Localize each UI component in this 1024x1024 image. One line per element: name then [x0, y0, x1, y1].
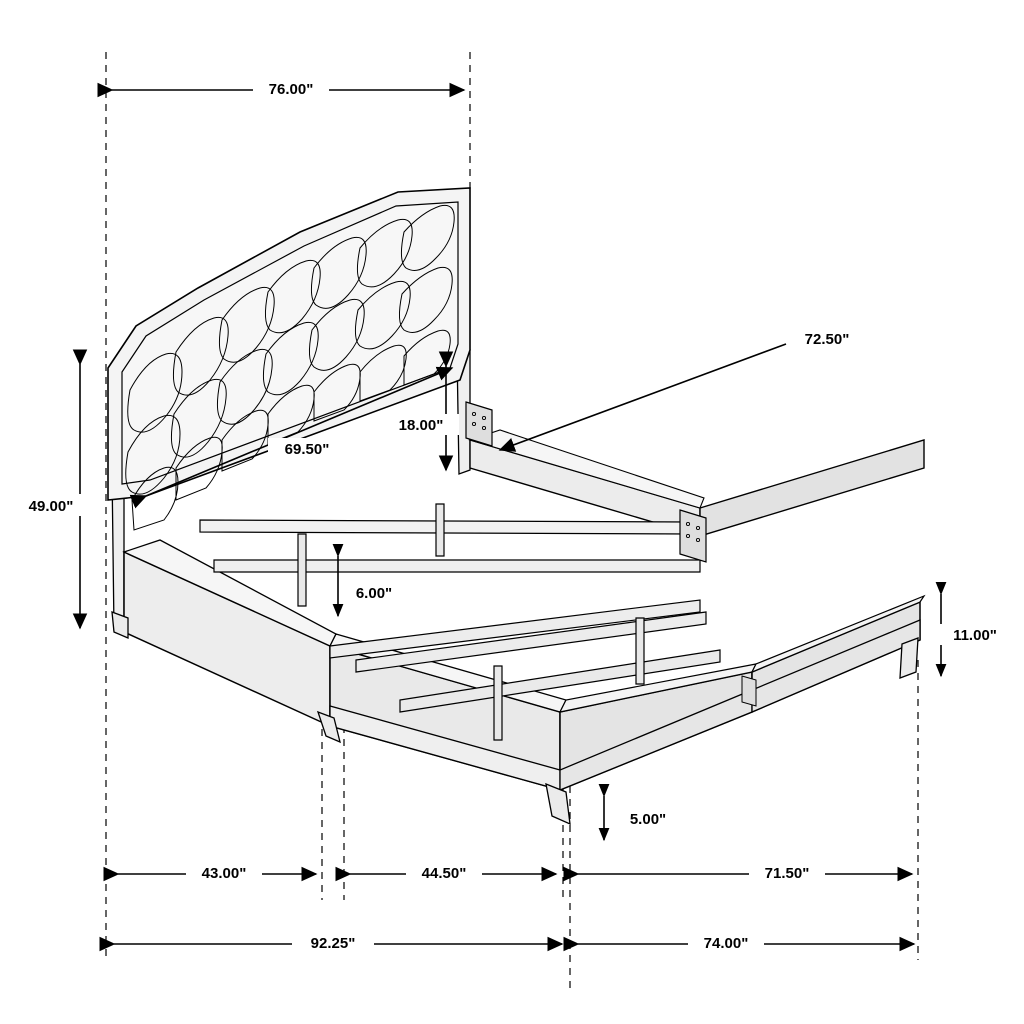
- left-side-rail: [124, 540, 924, 790]
- dim-label-overall-length: 92.25": [310, 935, 356, 952]
- dim-label-overall-width-top: 76.00": [268, 81, 314, 98]
- dim-label-footboard-depth: 71.50": [764, 865, 810, 882]
- dim-label-headboard-panel-width: 69.50": [284, 441, 330, 458]
- dim-label-headboard-panel-height: 18.00": [398, 417, 444, 434]
- dim-label-headboard-to-rail: 43.00": [201, 865, 247, 882]
- dimension-labels: [12, 78, 1016, 953]
- dim-label-footboard-leg-height: 5.00": [629, 811, 667, 828]
- dim-label-rail-segment: 44.50": [421, 865, 467, 882]
- dim-label-interior-length: 72.50": [804, 331, 850, 348]
- dim-label-headboard-height: 49.00": [28, 498, 74, 515]
- dimension-lines: [80, 90, 941, 944]
- dim-label-overall-depth: 74.00": [703, 935, 749, 952]
- dim-label-slat-clearance: 6.00": [355, 585, 393, 602]
- dim-label-side-rail-height: 11.00": [953, 627, 997, 644]
